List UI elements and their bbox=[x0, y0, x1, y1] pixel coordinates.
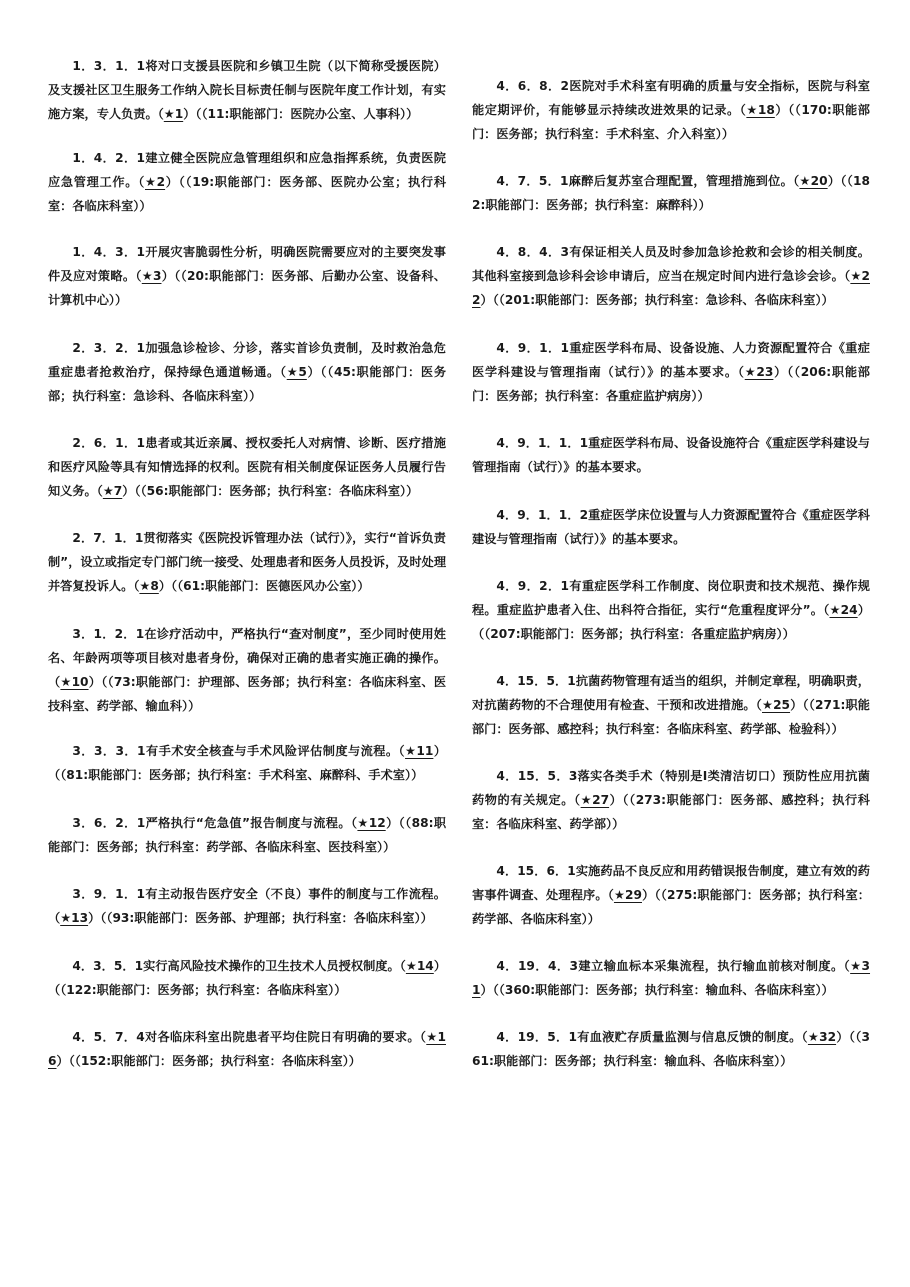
entry bbox=[48, 882, 446, 930]
entry-department: ）（（360:职能部门：医务部；执行科室：输血科、各临床科室）） bbox=[480, 983, 834, 997]
entry-text: 3．6．2．1严格执行“危急值”报告制度与流程。（ bbox=[72, 816, 358, 830]
star-marker: ★2 bbox=[144, 175, 166, 189]
entry bbox=[472, 240, 870, 312]
entry-text: 1．4．2．1建立健全医院应急管理组织和应急指挥系统，负责医院应急管理工作。（ bbox=[48, 151, 446, 189]
entry-department: ）（（19:职能部门：医务部、医院办公室；执行科室：各临床科室）） bbox=[48, 175, 447, 213]
entry-department: ）（（20:职能部门：医务部、后勤办公室、设备科、计算机中心）） bbox=[48, 269, 446, 307]
entry bbox=[48, 622, 446, 718]
entry bbox=[472, 859, 870, 931]
entry-department: ）（（61:职能部门：医德医风办公室）） bbox=[158, 579, 370, 593]
star-marker: ★29 bbox=[613, 888, 642, 902]
entry bbox=[48, 336, 446, 408]
entry-text: 4．15．5．1抗菌药物管理有适当的组织，并制定章程，明确职责，对抗菌药物的不合理使用有检查、干预和改进措施。（ bbox=[472, 674, 870, 712]
entry-department: ）（（182:职能部门：医务部；执行科室：麻醉科）） bbox=[472, 174, 871, 212]
star-marker: ★23 bbox=[744, 365, 774, 379]
entry bbox=[48, 240, 446, 312]
entry bbox=[472, 503, 870, 551]
star-marker: ★13 bbox=[60, 911, 89, 925]
entry-text: 4．6．8．2医院对手术科室有明确的质量与安全指标，医院与科室能定期评价，有能够显示持续改进效果的记录。（ bbox=[472, 79, 870, 117]
entry-department: ）（（152:职能部门：医务部；执行科室：各临床科室）） bbox=[56, 1054, 361, 1068]
entry-text: 4．5．7．4对各临床科室出院患者平均住院日有明确的要求。（ bbox=[72, 1030, 427, 1044]
entry-department: ）（（361:职能部门：医务部；执行科室：输血科、各临床科室）） bbox=[472, 1030, 871, 1068]
entry bbox=[472, 169, 870, 217]
entry-department: ）（（45:职能部门：医务部；执行科室：急诊科、各临床科室）） bbox=[48, 365, 447, 403]
entry bbox=[472, 574, 870, 646]
entry-department: ）（（122:职能部门：医务部；执行科室：各临床科室）） bbox=[48, 959, 447, 997]
entry bbox=[472, 431, 870, 479]
entry-department: ）（（56:职能部门：医务部；执行科室：各临床科室）） bbox=[122, 484, 419, 498]
entry-department: ）（（201:职能部门：医务部；执行科室：急诊科、各临床科室）） bbox=[480, 293, 834, 307]
entry-text: 2．3．2．1加强急诊检诊、分诊，落实首诊负责制，及时救治急危重症患者抢救治疗，保持绿色通道畅通。（ bbox=[48, 341, 446, 379]
star-marker: ★31 bbox=[472, 959, 871, 997]
star-marker: ★5 bbox=[286, 365, 307, 379]
entry bbox=[48, 739, 446, 787]
entry-department: ）（（271:职能部门：医务部、感控科；执行科室：各临床科室、药学部、检验科）） bbox=[472, 698, 870, 736]
star-marker: ★7 bbox=[102, 484, 123, 498]
star-marker: ★1 bbox=[163, 107, 184, 121]
entry-text: 4．15．6．1实施药品不良反应和用药错误报告制度，建立有效的药害事件调查、处理程序。（ bbox=[472, 864, 870, 902]
entry-text: 4．19．4．3建立输血标本采集流程，执行输血前核对制度。（ bbox=[496, 959, 851, 973]
entry bbox=[48, 811, 446, 859]
entry-text: 4．9．1．1．2重症医学床位设置与人力资源配置符合《重症医学科建设与管理指南（试行）》的基本要求。 bbox=[472, 508, 870, 546]
entry-text: 4．19．5．1有血液贮存质量监测与信息反馈的制度。（ bbox=[496, 1030, 808, 1044]
entry bbox=[472, 954, 870, 1002]
entry-text: 3．1．2．1在诊疗活动中，严格执行“查对制度”，至少同时使用姓名、年龄两项等项目核对患者身份，确保对正确的患者实施正确的操作。（ bbox=[48, 627, 446, 689]
entry-text: 4．9．2．1有重症医学科工作制度、岗位职责和技术规范、操作规程。重症监护患者入住、出科符合指征，实行“危重程度评分”。（ bbox=[472, 579, 870, 617]
star-marker: ★18 bbox=[746, 103, 775, 117]
entry-department: ）（（81:职能部门：医务部；执行科室：手术科室、麻醉科、手术室）） bbox=[48, 744, 447, 782]
entry bbox=[48, 954, 446, 1002]
entry bbox=[472, 1025, 870, 1073]
entry-text: 2．6．1．1患者或其近亲属、授权委托人对病情、诊断、医疗措施和医疗风险等具有知情选择的权利。医院有相关制度保证医务人员履行告知义务。（ bbox=[48, 436, 446, 498]
star-marker: ★3 bbox=[141, 269, 162, 283]
star-marker: ★32 bbox=[807, 1030, 837, 1044]
entry-text: 4．7．5．1麻醉后复苏室合理配置，管理措施到位。（ bbox=[496, 174, 800, 188]
entry bbox=[48, 431, 446, 503]
entry-text: 4．9．1．1．1重症医学科布局、设备设施符合《重症医学科建设与管理指南（试行）》的基本要求。 bbox=[472, 436, 870, 474]
star-marker: ★10 bbox=[60, 675, 89, 689]
star-marker: ★22 bbox=[472, 269, 870, 307]
entry bbox=[472, 669, 870, 741]
entry-text: 1．3．1．1将对口支援县医院和乡镇卫生院（以下简称受援医院）及支援社区卫生服务工作纳入院长目标责任制与医院年度工作计划，有实施方案，专人负责。（ bbox=[48, 59, 446, 121]
entry bbox=[48, 1025, 446, 1073]
entry-text: 1．4．3．1开展灾害脆弱性分析，明确医院需要应对的主要突发事件及应对策略。（ bbox=[48, 245, 446, 283]
entry bbox=[48, 146, 446, 218]
entry bbox=[472, 764, 870, 836]
entry-text: 4．8．4．3有保证相关人员及时参加急诊抢救和会诊的相关制度。其他科室接到急诊科会诊申请后，应当在规定时间内进行急诊会诊。（ bbox=[472, 245, 870, 283]
entry-department: ）（（73:职能部门：护理部、医务部；执行科室：各临床科室、医技科室、药学部、输血科）） bbox=[48, 675, 447, 713]
entry-text: 3．9．1．1有主动报告医疗安全（不良）事件的制度与工作流程。（ bbox=[48, 887, 446, 925]
star-marker: ★12 bbox=[357, 816, 386, 830]
entry-department: ）（（93:职能部门：医务部、护理部；执行科室：各临床科室）） bbox=[88, 911, 433, 925]
star-marker: ★20 bbox=[799, 174, 828, 188]
entry bbox=[48, 54, 446, 126]
entry-text: 4．15．5．3落实各类手术（特别是Ⅰ类清洁切口）预防性应用抗菌药物的有关规定。（ bbox=[472, 769, 870, 807]
entry-department: ）（（275:职能部门：医务部；执行科室：药学部、各临床科室）） bbox=[472, 888, 870, 926]
star-marker: ★27 bbox=[580, 793, 610, 807]
entry bbox=[472, 74, 870, 146]
entry bbox=[472, 336, 870, 408]
entry bbox=[48, 526, 446, 598]
star-marker: ★14 bbox=[405, 959, 434, 973]
entry-text: 3．3．3．1有手术安全核查与手术风险评估制度与流程。（ bbox=[72, 744, 406, 758]
entry-department: ）（（206:职能部门：医务部；执行科室：各重症监护病房）） bbox=[472, 365, 870, 403]
entry-department: ）（（273:职能部门：医务部、感控科；执行科室：各临床科室、药学部）） bbox=[472, 793, 870, 831]
entry-text: 2．7．1．1贯彻落实《医院投诉管理办法（试行）》，实行“首诉负责制”，设立或指定专门部门统一接受、处理患者和医务人员投诉，及时处理并答复投诉人。（ bbox=[48, 531, 447, 593]
entry-text: 4．3．5．1实行高风险技术操作的卫生技术人员授权制度。（ bbox=[72, 959, 406, 973]
star-marker: ★8 bbox=[139, 579, 159, 593]
entry-text: 4．9．1．1重症医学科布局、设备设施、人力资源配置符合《重症医学科建设与管理指南（试行）》的基本要求。（ bbox=[472, 341, 870, 379]
entry-department: ）（（88:职能部门：医务部；执行科室：药学部、各临床科室、医技科室）） bbox=[48, 816, 447, 854]
star-marker: ★24 bbox=[829, 603, 858, 617]
entry-department: ）（（170:职能部门：医务部；执行科室：手术科室、介入科室）） bbox=[472, 103, 870, 141]
star-marker: ★11 bbox=[405, 744, 434, 758]
star-marker: ★25 bbox=[762, 698, 791, 712]
star-marker: ★16 bbox=[48, 1030, 446, 1068]
entry-department: ）（（207:职能部门：医务部；执行科室：各重症监护病房）） bbox=[472, 603, 871, 641]
entry-department: ）（（11:职能部门：医院办公室、人事科）） bbox=[183, 107, 419, 121]
